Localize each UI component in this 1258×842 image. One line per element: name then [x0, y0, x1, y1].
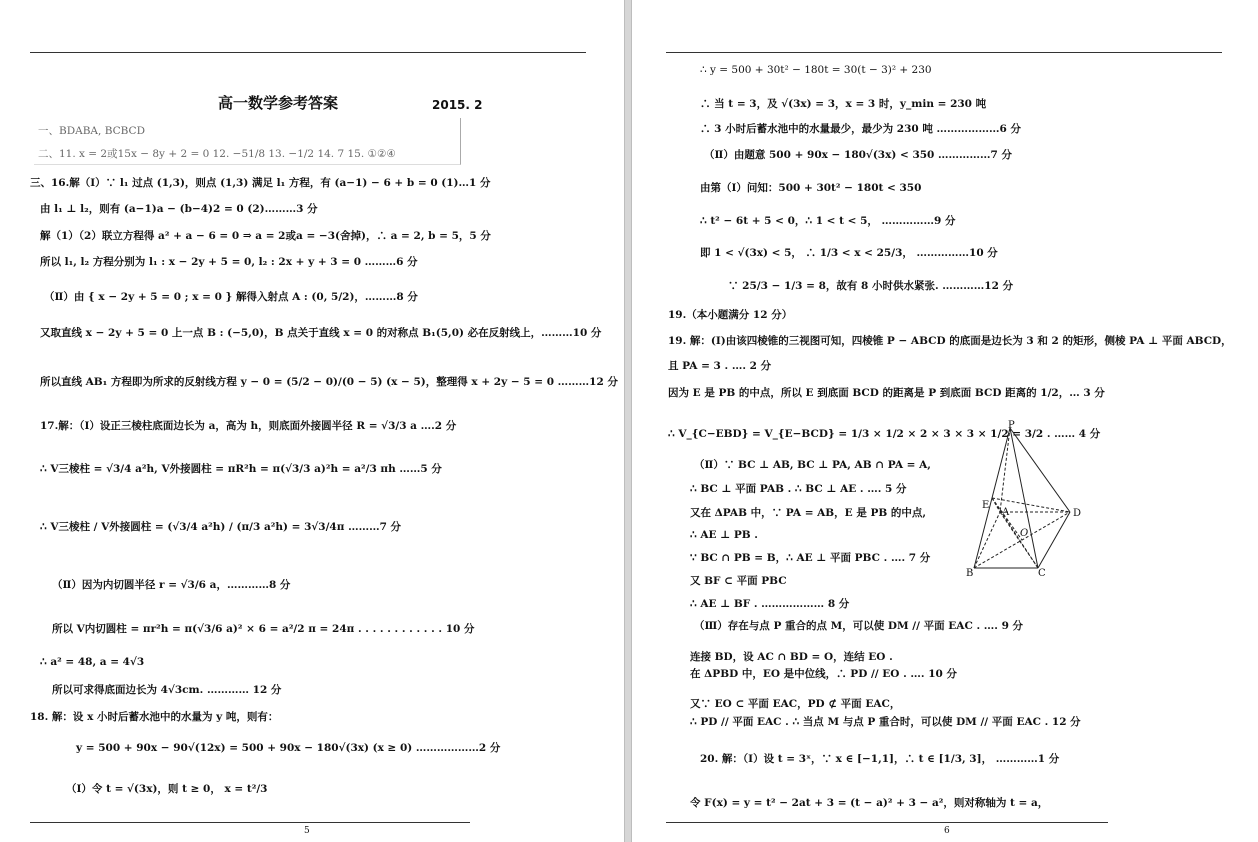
q17-line1: 17.解：（Ⅰ）设正三棱柱底面边长为 a，高为 h，则底面外接圆半径 R = √3/3 a ….2 分: [40, 420, 457, 432]
bottom-rule: [666, 822, 1108, 823]
q19-header: 19.（本小题满分 12 分）: [668, 309, 793, 321]
q20-line1: 20. 解：（Ⅰ）设 t = 3ˣ，∵ x ∈ [−1,1]，∴ t ∈ [1/3, 3]， …………1 分: [700, 753, 1060, 765]
fill-answers: 二、11. x = 2或15x − 8y + 2 = 0 12. −51/8 13. −1/2 14. 7 15. ①②④: [38, 148, 396, 160]
label-A: A: [1002, 507, 1010, 518]
q19-line7: 又在 ΔPAB 中，∵ PA = AB，E 是 PB 的中点,: [690, 507, 927, 519]
label-P: P: [1008, 420, 1015, 431]
q19-line3: 因为 E 是 PB 的中点，所以 E 到底面 BCD 的距离是 P 到底面 BCD 距离的 1/2，… 3 分: [668, 387, 1105, 399]
q19-line2: 且 PA = 3 . …. 2 分: [668, 360, 772, 372]
q19-line4: ∴ V_{C−EBD} = V_{E−BCD} = 1/3 × 1/2 × 2 × 3 × 3 × 1/2 = 3/2 . …… 4 分: [668, 428, 1101, 440]
q17-line3: ∴ V三棱柱 / V外接圆柱 = (√3/4 a²h) / (π/3 a²h) = 3√3/4π ………7 分: [40, 521, 402, 533]
q18-line2: y = 500 + 90x − 90√(12x) = 500 + 90x − 180√(3x) (x ≥ 0) ………………2 分: [76, 742, 501, 754]
q18-cont-line4: （Ⅱ）由题意 500 + 90x − 180√(3x) < 350 ……………7 分: [704, 149, 1012, 161]
doc-date: 2015. 2: [432, 98, 483, 112]
q18-cont-line2: ∴ 当 t = 3，及 √(3x) = 3，x = 3 时，y_min = 230 吨: [700, 98, 987, 110]
q19-line5: （Ⅱ）∵ BC ⊥ AB, BC ⊥ PA, AB ∩ PA = A,: [694, 459, 931, 471]
top-rule: [666, 52, 1222, 53]
q16-line3: 解（1）（2）联立方程得 a² + a − 6 = 0 ⇒ a = 2或a = −3(舍掉)，∴ a = 2, b = 5，5 分: [40, 230, 491, 242]
label-E: E: [982, 500, 990, 511]
q19-line11: ∴ AE ⊥ BF . ……………… 8 分: [690, 598, 850, 610]
q19-line8: ∴ AE ⊥ PB .: [690, 529, 758, 541]
q18-cont-line3: ∴ 3 小时后蓄水池中的水量最少，最少为 230 吨 ………………6 分: [700, 123, 1021, 135]
page-number: 6: [944, 826, 950, 836]
q19-line15: 又∵ EO ⊂ 平面 EAC，PD ⊄ 平面 EAC，: [690, 698, 901, 710]
page-number: 5: [304, 826, 310, 836]
q16-line5: （Ⅱ）由 { x − 2y + 5 = 0 ; x = 0 } 解得入射点 A : (0, 5/2)，………8 分: [44, 291, 418, 303]
q19-line6: ∴ BC ⊥ 平面 PAB . ∴ BC ⊥ AE . …. 5 分: [690, 483, 907, 495]
q18-cont-line7: 即 1 < √(3x) < 5， ∴ 1/3 < x < 25/3， ……………10 分: [700, 247, 998, 259]
top-rule: [30, 52, 586, 53]
edge-CD: [1038, 512, 1070, 568]
page-right: [632, 0, 1258, 842]
q18-cont-line6: ∴ t² − 6t + 5 < 0，∴ 1 < t < 5， ……………9 分: [700, 215, 956, 227]
q17-line2: ∴ V三棱柱 = √3/4 a²h, V外接圆柱 = πR²h = π(√3/3 a)²h = a²/3 πh ……5 分: [40, 463, 442, 475]
q19-line16: ∴ PD // 平面 EAC . ∴ 当点 M 与点 P 重合时，可以使 DM // 平面 EAC . 12 分: [690, 716, 1081, 728]
q17-line4: （Ⅱ）因为内切圆半径 r = √3/6 a，…………8 分: [52, 579, 291, 591]
q16-line7: 所以直线 AB₁ 方程即为所求的反射线方程 y − 0 = (5/2 − 0)/(0 − 5) (x − 5)，整理得 x + 2y − 5 = 0 ………12 分: [40, 376, 618, 388]
edge-BA: [974, 512, 1000, 568]
q16-line4: 所以 l₁, l₂ 方程分别为 l₁ : x − 2y + 5 = 0, l₂ : 2x + y + 3 = 0 ………6 分: [40, 256, 418, 268]
q16-line6: 又取直线 x − 2y + 5 = 0 上一点 B : (−5,0)，B 点关于直线 x = 0 的对称点 B₁(5,0) 必在反射线上，………10 分: [40, 327, 602, 339]
label-O: O: [1020, 528, 1029, 539]
label-B: B: [966, 568, 974, 579]
q19-line14: 在 ΔPBD 中，EO 是中位线，∴ PD // EO . …. 10 分: [690, 668, 957, 680]
label-C: C: [1038, 568, 1046, 579]
q20-line2: 令 F(x) = y = t² − 2at + 3 = (t − a)² + 3 − a²，则对称轴为 t = a，: [690, 797, 1049, 809]
q18-line1: 18. 解：设 x 小时后蓄水池中的水量为 y 吨，则有：: [30, 711, 279, 723]
pyramid-figure: [962, 420, 1092, 580]
q17-line5: 所以 V内切圆柱 = πr²h = π(√3/6 a)² × 6 = a²/2 π = 24π . . . . . . . . . . . . 10 分: [52, 623, 475, 635]
q17-line6: ∴ a² = 48, a = 4√3: [40, 656, 145, 668]
q19-line1: 19. 解：(Ⅰ)由该四棱锥的三视图可知，四棱锥 P − ABCD 的底面是边长为 3 和 2 的矩形，侧棱 PA ⊥ 平面 ABCD，: [668, 335, 1232, 347]
choice-answers: 一、BDABA, BCBCD: [38, 125, 145, 137]
q18-cont-line1: ∴ y = 500 + 30t² − 180t = 30(t − 3)² + 230: [700, 64, 932, 76]
edge-PA: [1000, 428, 1010, 512]
bottom-rule: [30, 822, 470, 823]
q19-line9: ∵ BC ∩ PB = B，∴ AE ⊥ 平面 PBC . …. 7 分: [690, 552, 931, 564]
q16-line1: 三、16.解（Ⅰ）∵ l₁ 过点 (1,3)，则点 (1,3) 满足 l₁ 方程，有 (a−1) − 6 + b = 0 (1)…1 分: [30, 177, 491, 189]
q19-line13: 连接 BD，设 AC ∩ BD = O，连结 EO .: [690, 651, 893, 663]
q19-line12: （Ⅲ）存在与点 P 重合的点 M，可以使 DM // 平面 EAC . …. 9 分: [694, 620, 1024, 632]
q18-cont-line5: 由第（Ⅰ）问知：500 + 30t² − 180t < 350: [700, 182, 922, 194]
q18-line3: （Ⅰ）令 t = √(3x)，则 t ≥ 0， x = t²/3: [66, 783, 268, 795]
q19-line10: 又 BF ⊂ 平面 PBC: [690, 575, 787, 587]
q17-line7: 所以可求得底面边长为 4√3cm. ………… 12 分: [52, 684, 282, 696]
edge-EO: [992, 498, 1022, 540]
q18-cont-line8: ∵ 25/3 − 1/3 = 8，故有 8 小时供水紧张. …………12 分: [728, 280, 1014, 292]
page-divider: [624, 0, 632, 842]
edge-PD: [1010, 428, 1070, 512]
doc-title: 高一数学参考答案: [218, 94, 339, 112]
q16-line2: 由 l₁ ⊥ l₂，则有 (a−1)a − (b−4)2 = 0 (2)………3 分: [40, 203, 318, 215]
label-D: D: [1073, 508, 1082, 519]
page-left: [0, 0, 624, 842]
